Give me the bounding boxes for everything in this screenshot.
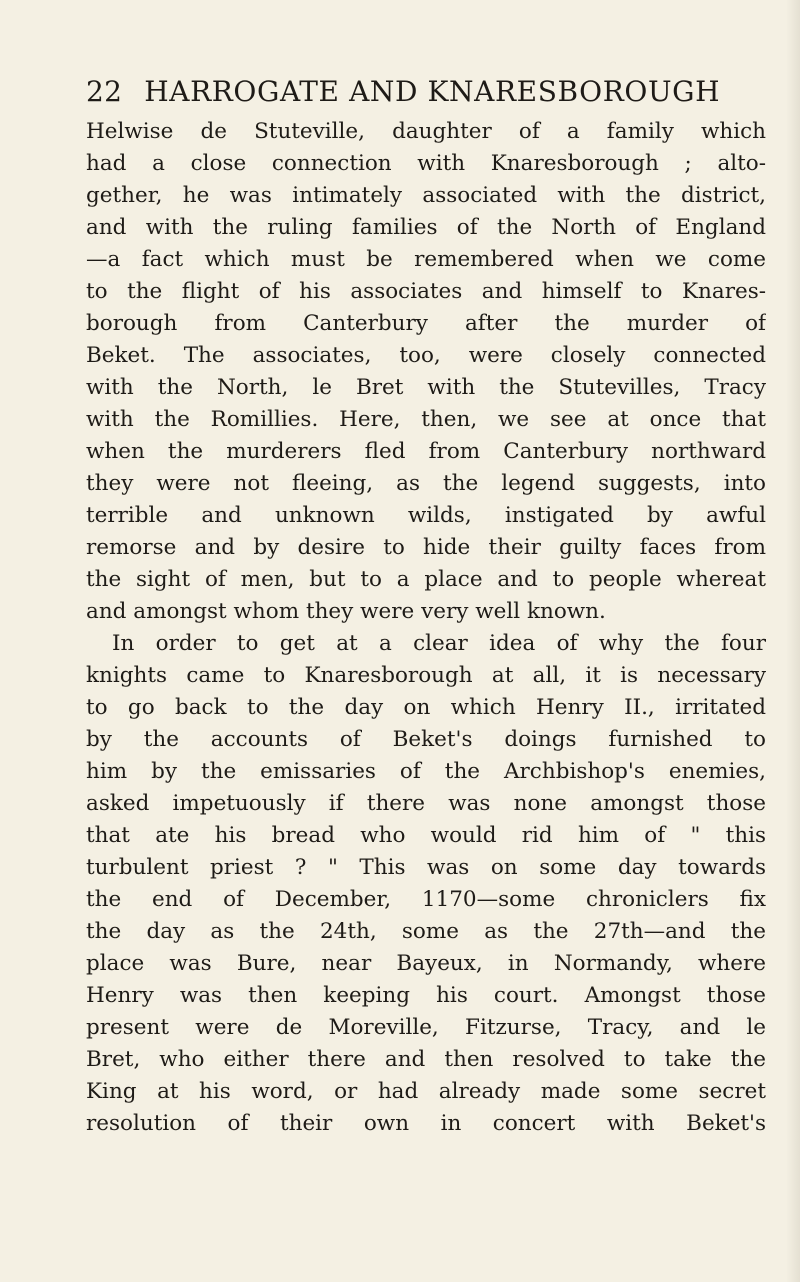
- text-line: they were not fleeing, as the legend suggests, into: [86, 471, 766, 496]
- text-line: Beket. The associates, too, were closely connected: [86, 343, 766, 368]
- text-line: remorse and by desire to hide their guilty faces from: [86, 535, 766, 560]
- text-line: knights came to Knaresborough at all, it is necessary: [86, 663, 766, 688]
- text-line: Bret, who either there and then resolved to take the: [86, 1047, 766, 1072]
- text-line: with the Romillies. Here, then, we see at once that: [86, 407, 766, 432]
- page-number: 22: [86, 75, 123, 108]
- text-line: —a fact which must be remembered when we come: [86, 247, 766, 272]
- text-line: when the murderers fled from Canterbury northward: [86, 439, 766, 464]
- text-line: place was Bure, near Bayeux, in Normandy, where: [86, 951, 766, 976]
- page-header: [86, 70, 746, 114]
- text-line: to go back to the day on which Henry II., irritated: [86, 695, 766, 720]
- page-edge-shadow: [786, 0, 800, 1282]
- text-line: and with the ruling families of the North of England: [86, 215, 766, 240]
- text-line: Helwise de Stuteville, daughter of a family which: [86, 119, 766, 144]
- text-line: that ate his bread who would rid him of " this: [86, 823, 766, 848]
- text-line: resolution of their own in concert with Beket's: [86, 1111, 766, 1136]
- text-line: the end of December, 1170—some chroniclers fix: [86, 887, 766, 912]
- text-line: gether, he was intimately associated with the district,: [86, 183, 766, 208]
- text-line: Henry was then keeping his court. Amongst those: [86, 983, 766, 1008]
- text-line: by the accounts of Beket's doings furnished to: [86, 727, 766, 752]
- text-line: present were de Moreville, Fitzurse, Tracy, and le: [86, 1015, 766, 1040]
- text-line: the sight of men, but to a place and to people whereat: [86, 567, 766, 592]
- text-line: with the North, le Bret with the Stutevilles, Tracy: [86, 375, 766, 400]
- text-line: him by the emissaries of the Archbishop's enemies,: [86, 759, 766, 784]
- body-text: [86, 116, 766, 1140]
- text-line: and amongst whom they were very well known.: [86, 599, 606, 624]
- text-line: borough from Canterbury after the murder of: [86, 311, 766, 336]
- text-line: King at his word, or had already made some secret: [86, 1079, 766, 1104]
- text-line: terrible and unknown wilds, instigated by awful: [86, 503, 766, 528]
- running-title: HARROGATE AND KNARESBOROUGH: [144, 75, 721, 108]
- text-line: had a close connection with Knaresborough ; alto-: [86, 151, 766, 176]
- text-line: asked impetuously if there was none amongst those: [86, 791, 766, 816]
- text-line: the day as the 24th, some as the 27th—and the: [86, 919, 766, 944]
- text-line: to the flight of his associates and himself to Knares-: [86, 279, 766, 304]
- paragraph-start-line: In order to get at a clear idea of why the four: [112, 631, 766, 656]
- text-line: turbulent priest ? " This was on some day towards: [86, 855, 766, 880]
